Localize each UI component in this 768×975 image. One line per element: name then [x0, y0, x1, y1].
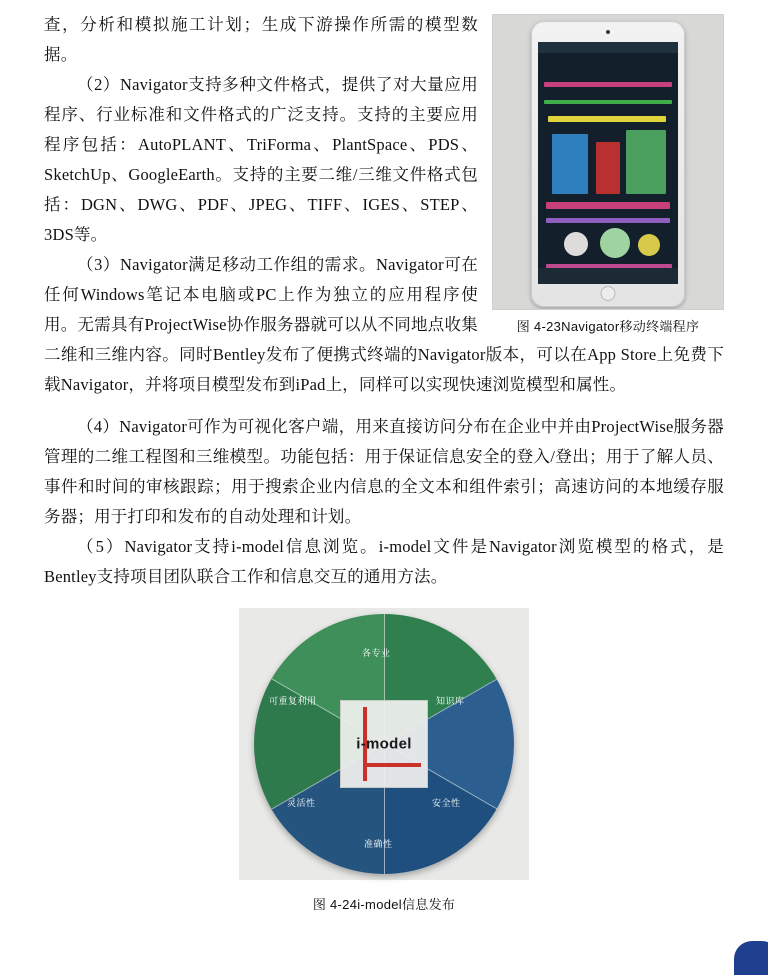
model-statusbar: [538, 268, 678, 284]
model-pipe: [546, 218, 670, 223]
page-corner-decoration: [734, 941, 768, 975]
model-pipe: [544, 100, 672, 104]
model-pipe: [546, 202, 670, 209]
slice-label-3: 准确性: [364, 839, 393, 849]
figure-4-23: [492, 14, 724, 335]
tablet-device: [531, 21, 685, 307]
slice-label-0: 各专业: [362, 648, 391, 658]
tablet-camera-icon: [606, 30, 610, 34]
imodel-center-label: i-model: [356, 735, 412, 753]
tablet-screen: [538, 42, 678, 284]
tablet-photo: [492, 14, 724, 310]
model-toolbar: [538, 42, 678, 53]
imodel-accent-bar: [363, 763, 421, 767]
model-tank: [600, 228, 630, 258]
paragraph-2: （2）Navigator支持多种文件格式，提供了对大量应用程序、行业标准和文件格式的广泛支持。支持的主要应用程序包括：AutoPLANT、TriForma、PlantSpace、PDS、SketchUp、GoogleEarth。支持的主要二维/三维文件格式包括：DGN、DWG、PDF、JPEG、TIFF、IGES、STEP、3DS等。: [44, 75, 478, 244]
model-block: [626, 130, 666, 194]
paragraph-continuation: 查，分析和模拟施工计划；生成下游操作所需的模型数据。: [44, 15, 478, 64]
figure-4-24-caption: 图 4-24i-model信息发布: [312, 897, 456, 912]
paragraph-3: （3）Navigator满足移动工作组的需求。Navigator可在任何Windows笔记本电脑或PC上作为独立的应用程序使用。无需具有ProjectWise协作服务器就可以从不同地点收集二维和三维内容。同时Bentley发布了便携式终端的Navigator版本，可以在App Store上免费下载Navigator，并将项目模型发布到iPad上，同样可以实现快速浏览模型和属性。: [44, 255, 724, 394]
imodel-diagram: [239, 608, 529, 880]
paragraph-4: （4）Navigator可作为可视化客户端，用来直接访问分布在企业中并由ProjectWise服务器管理的二维工程图和三维模型。功能包括：用于保证信息安全的登入/登出；用于了解人员、事件和时间的审核跟踪；用于搜索企业内信息的全文本和组件索引；高速访问的本地缓存服务器；用于打印和发布的自动处理和计划。: [44, 417, 724, 526]
model-pipe: [548, 116, 666, 122]
slice-label-4: 灵活性: [287, 798, 316, 808]
tablet-home-button-icon: [601, 286, 616, 301]
model-tank: [564, 232, 588, 256]
model-block: [596, 142, 620, 194]
model-block: [552, 134, 588, 194]
slice-label-5: 可重复利用: [269, 696, 317, 706]
figure-4-23-caption: 图 4-23Navigator移动终端程序: [516, 319, 700, 334]
figure-4-24: [44, 608, 724, 913]
paragraph-5: （5）Navigator支持i-model信息浏览。i-model文件是Navigator浏览模型的格式，是Bentley支持项目团队联合工作和信息交互的通用方法。: [44, 537, 724, 586]
slice-label-1: 知识库: [436, 696, 465, 706]
slice-label-2: 安全性: [432, 798, 461, 808]
model-tank: [638, 234, 660, 256]
model-pipe: [544, 82, 672, 87]
